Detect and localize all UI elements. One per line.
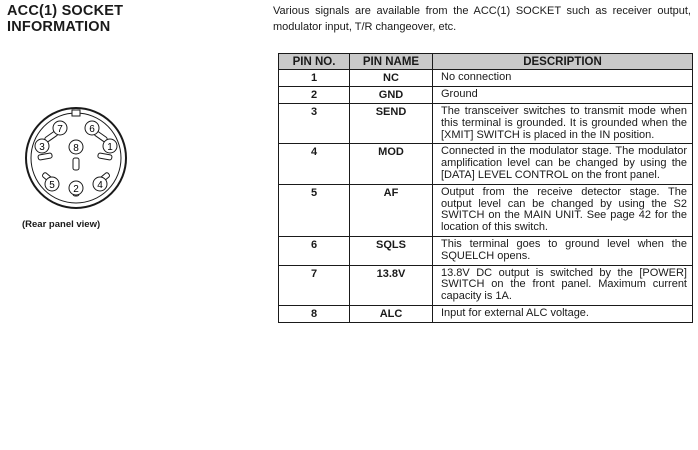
- pin-name: AF: [350, 184, 433, 236]
- intro-paragraph: Various signals are available from the ACC(1) SOCKET such as receiver output, modulator input, T/R changeover, etc.: [273, 5, 691, 33]
- heading-line-2: INFORMATION: [7, 19, 111, 35]
- pin-number: 7: [279, 265, 350, 305]
- pin-number: 4: [279, 144, 350, 184]
- pin-description: Ground: [433, 87, 693, 104]
- table-row: [279, 184, 693, 236]
- pin-description: Input for external ALC voltage.: [433, 305, 693, 322]
- table-row: [279, 87, 693, 104]
- pin-number: 1: [279, 70, 350, 87]
- socket-key-notch: [72, 110, 80, 116]
- pin-3-label: 3: [39, 142, 45, 153]
- header-pin-name: PIN NAME: [350, 54, 433, 70]
- pin-description: The transceiver switches to transmit mode when this terminal is grounded. It is grounded when the [XMIT] SWITCH is placed in the IN position.: [433, 104, 693, 144]
- pin-name: SQLS: [350, 236, 433, 265]
- pin-name: MOD: [350, 144, 433, 184]
- pin-8-label: 8: [73, 143, 79, 154]
- table-row: [279, 236, 693, 265]
- pin-name: NC: [350, 70, 433, 87]
- pin-4-label: 4: [97, 180, 103, 191]
- header-description: DESCRIPTION: [433, 54, 693, 70]
- table-row: [279, 70, 693, 87]
- pin-table: [278, 53, 693, 323]
- pin-2-label: 2: [73, 184, 79, 195]
- table-row: [279, 104, 693, 144]
- heading-line-1: ACC(1) SOCKET: [7, 3, 124, 19]
- diagram-caption: (Rear panel view): [22, 219, 101, 230]
- pin-7-label: 7: [57, 124, 63, 135]
- pin-number: 5: [279, 184, 350, 236]
- header-pin-no: PIN NO.: [279, 54, 350, 70]
- pin-name: GND: [350, 87, 433, 104]
- socket-pinout-diagram: [6, 104, 144, 212]
- pin-name: ALC: [350, 305, 433, 322]
- pin-name: SEND: [350, 104, 433, 144]
- table-row: [279, 305, 693, 322]
- pin-description: 13.8V DC output is switched by the [POWER] SWITCH on the front panel. Maximum current capacity is 1A.: [433, 265, 693, 305]
- table-row: [279, 144, 693, 184]
- pin-name: 13.8V: [350, 265, 433, 305]
- pin-number: 6: [279, 236, 350, 265]
- pin-6-label: 6: [89, 124, 95, 135]
- section-heading: [7, 3, 123, 35]
- pin-number: 8: [279, 305, 350, 322]
- pin-number: 2: [279, 87, 350, 104]
- table-row: [279, 265, 693, 305]
- pin-description: No connection: [433, 70, 693, 87]
- pin-1-label: 1: [107, 142, 113, 153]
- pin-table-header-row: [279, 54, 693, 70]
- pin-5-label: 5: [49, 180, 55, 191]
- pin-description: This terminal goes to ground level when the SQUELCH opens.: [433, 236, 693, 265]
- pin-description: Output from the receive detector stage. The output level can be changed by using the S2 SWITCH on the MAIN UNIT. See page 42 for the location of this switch.: [433, 184, 693, 236]
- pin-number: 3: [279, 104, 350, 144]
- pin-description: Connected in the modulator stage. The modulator amplification level can be changed by using the [DATA] LEVEL CONTROL on the front panel.: [433, 144, 693, 184]
